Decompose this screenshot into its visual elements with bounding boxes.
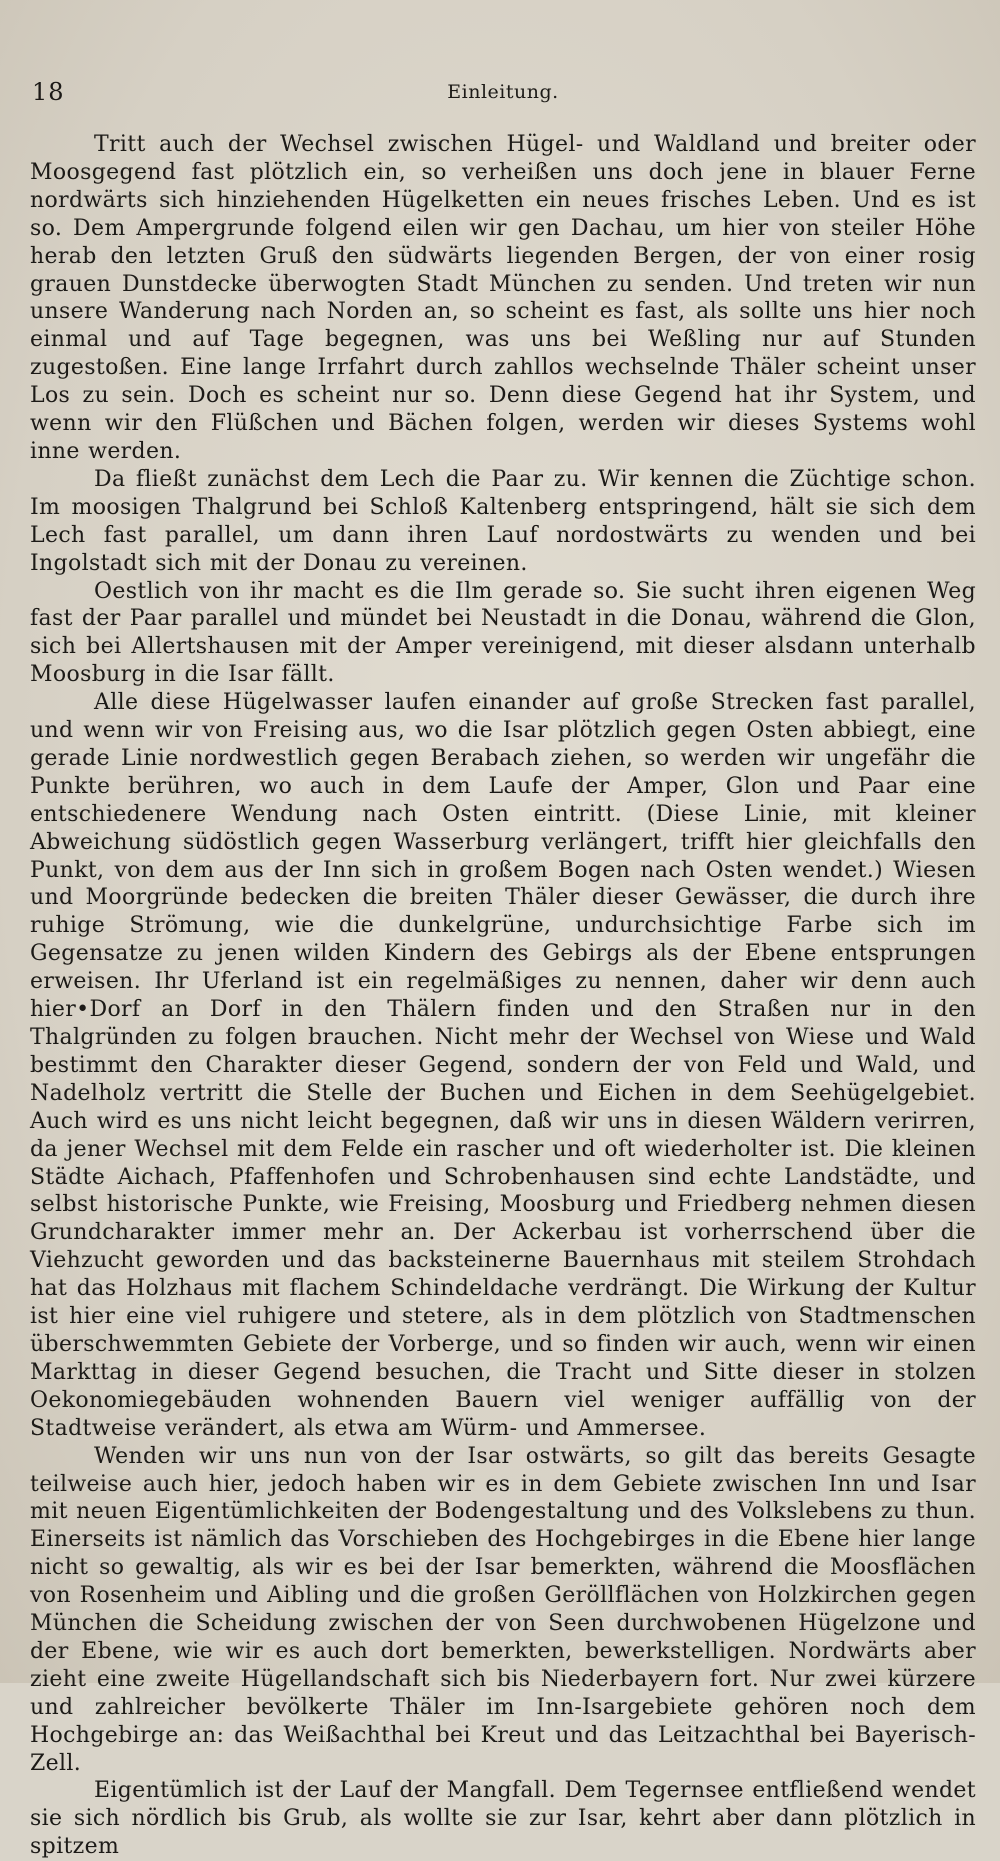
running-head: Einleitung.	[447, 81, 559, 103]
paragraph: Wenden wir uns nun von der Isar ostwärts, so gilt das bereits Gesagte teilweise auch hier, jedoch haben wir es in dem Gebiete zwischen Inn und Isar mit neuen Eigentümlichkeiten der Bodengestaltung und des Volkslebens zu thun. Einerseits ist nämlich das Vorschieben des Hochgebirges in die Ebene hier lange nicht so gewaltig, als wir es bei der Isar bemerkten, während die Moosflächen von Rosenheim und Aibling und die großen Geröllflächen von Holzkirchen gegen München die Scheidung zwischen der von Seen durchwobenen Hügelzone und der Ebene, wie wir es auch dort bemerkten, bewerkstelligen. Nordwärts aber zieht eine zweite Hügellandschaft sich bis Niederbayern fort. Nur zwei kürzere und zahlreicher bevölkerte Thäler im Inn-Isargebiete gehören noch dem Hochgebirge an: das Weißachthal bei Kreut und das Leitzachthal bei Bayerisch-Zell.	[30, 1443, 976, 1776]
paragraph: Alle diese Hügelwasser laufen einander auf große Strecken fast parallel, und wenn wir von Freising aus, wo die Isar plötzlich gegen Osten abbiegt, eine gerade Linie nordwestlich gegen Berabach ziehen, so werden wir ungefähr die Punkte berühren, wo auch in dem Laufe der Amper, Glon und Paar eine entschiedenere Wendung nach Osten eintritt. (Diese Linie, mit kleiner Abweichung südöstlich gegen Wasserburg verlängert, trifft hier gleichfalls den Punkt, von dem aus der Inn sich in großem Bogen nach Osten wendet.) Wiesen und Moorgründe bedecken die breiten Thäler dieser Gewässer, die durch ihre ruhige Strömung, wie die dunkelgrüne, undurchsichtige Farbe sich im Gegensatze zu jenen wilden Kindern des Gebirgs als der Ebene entsprungen erweisen. Ihr Uferland ist ein regelmäßiges zu nennen, daher wir denn auch hier•Dorf an Dorf in den Thälern finden und den Straßen nur in den Thalgründen zu folgen brauchen. Nicht mehr der Wechsel von Wiese und Wald bestimmt den Charakter dieser Gegend, sondern der von Feld und Wald, und Nadelholz vertritt die Stelle der Buchen und Eichen in dem Seehügelgebiet. Auch wird es uns nicht leicht begegnen, daß wir uns in diesen Wäldern verirren, da jener Wechsel mit dem Felde ein rascher und oft wiederholter ist. Die kleinen Städte Aichach, Pfaffenhofen und Schrobenhausen sind echte Landstädte, und selbst historische Punkte, wie Freising, Moosburg und Friedberg nehmen diesen Grundcharakter immer mehr an. Der Ackerbau ist vorherrschend über die Viehzucht geworden und das backsteinerne Bauernhaus mit steilem Strohdach hat das Holzhaus mit flachem Schindeldache verdrängt. Die Wirkung der Kultur ist hier eine viel ruhigere und stetere, als in dem plötzlich von Stadtmenschen überschwemmten Gebiete der Vorberge, und so finden wir auch, wenn wir einen Markttag in dieser Gegend besuchen, die Tracht und Sitte dieser in stolzen Oekonomiegebäuden wohnenden Bauern viel weniger auffällig von der Stadtweise verändert, als etwa am Würm- und Ammersee.	[30, 690, 976, 1441]
page-header	[30, 78, 976, 110]
paragraph: Eigentümlich ist der Lauf der Mangfall. Dem Tegernsee entfließend wendet sie sich nördlich bis Grub, als wollte sie zur Isar, kehrt aber dann plötzlich in spitzem	[30, 1778, 976, 1860]
page-number: 18	[32, 78, 65, 106]
body-text	[30, 131, 976, 1861]
paragraph: Da fließt zunächst dem Lech die Paar zu. Wir kennen die Züchtige schon. Im moosigen Thalgrund bei Schloß Kaltenberg entspringend, hält sie sich dem Lech fast parallel, um dann ihren Lauf nordostwärts zu wenden und bei Ingolstadt sich mit der Donau zu vereinen.	[30, 466, 976, 576]
paragraph: Oestlich von ihr macht es die Ilm gerade so. Sie sucht ihren eigenen Weg fast der Paar parallel und mündet bei Neustadt in die Donau, während die Glon, sich bei Allertshausen mit der Amper vereinigend, mit dieser alsdann unterhalb Moosburg in die Isar fällt.	[30, 578, 976, 688]
paragraph: Tritt auch der Wechsel zwischen Hügel- und Waldland und breiter oder Moosgegend fast plötzlich ein, so verheißen uns doch jene in blauer Ferne nordwärts sich hinziehenden Hügelketten ein neues frisches Leben. Und es ist so. Dem Ampergrunde folgend eilen wir gen Dachau, um hier von steiler Höhe herab den letzten Gruß den südwärts liegenden Bergen, der von einer rosig grauen Dunstdecke überwogten Stadt München zu senden. Und treten wir nun unsere Wanderung nach Norden an, so scheint es fast, als sollte uns hier noch einmal und auf Tage begegnen, was uns bei Weßling nur auf Stunden zugestoßen. Eine lange Irrfahrt durch zahllos wechselnde Thäler scheint unser Los zu sein. Doch es scheint nur so. Denn diese Gegend hat ihr System, und wenn wir den Flüßchen und Bächen folgen, werden wir dieses Systems wohl inne werden.	[30, 132, 976, 464]
